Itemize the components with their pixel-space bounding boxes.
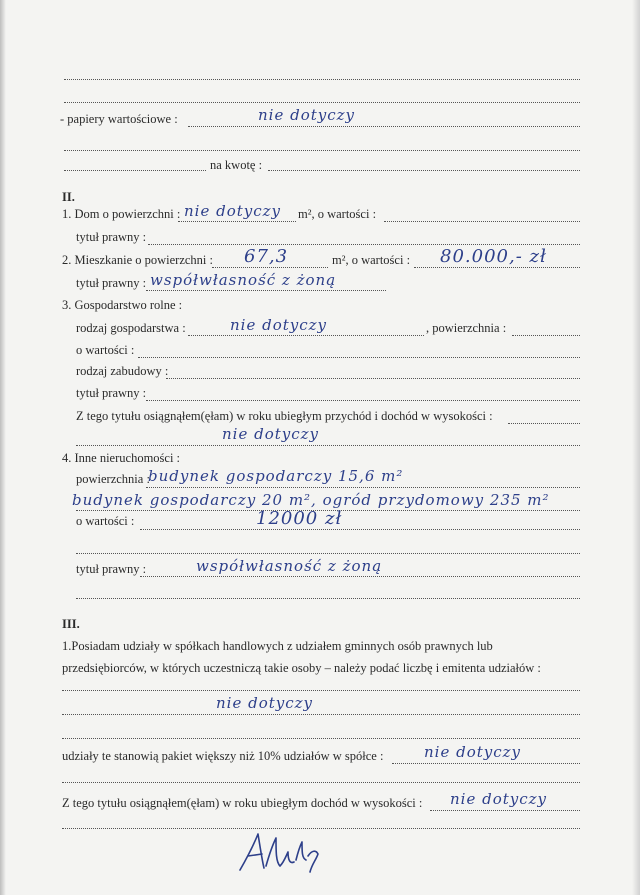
farm-value-line	[138, 357, 580, 358]
blank-line	[62, 738, 580, 739]
farm-build-line	[166, 378, 580, 379]
house-area-value: nie dotyczy	[184, 202, 282, 220]
other-title-label: tytuł prawny :	[76, 562, 147, 576]
securities-label: - papiery wartościowe :	[60, 112, 178, 126]
over10-value: nie dotyczy	[424, 743, 522, 761]
farm-title-line	[146, 400, 580, 401]
income-value: nie dotyczy	[450, 790, 548, 808]
over10-label: udziały te stanowią pakiet większy niż 10% udziałów w spółce :	[62, 749, 384, 763]
flat-value-label: m², o wartości :	[332, 253, 411, 267]
blank-line	[76, 553, 580, 554]
farm-area-label: , powierzchnia :	[426, 321, 507, 335]
flat-area-line	[212, 267, 328, 268]
house-value-line	[384, 221, 580, 222]
other-area-value-2: budynek gospodarczy 20 m², ogród przydomowy 235 m²	[72, 491, 550, 509]
blank-line	[64, 150, 580, 151]
flat-area-value: 67,3	[244, 246, 289, 267]
section-iii-heading: III.	[62, 617, 80, 631]
flat-title-value: współwłasność z żoną	[150, 271, 337, 289]
section-ii-heading: II.	[62, 190, 75, 204]
other-value-label: o wartości :	[76, 514, 135, 528]
shares-text-line2: przedsiębiorców, w których uczestniczą takie osoby – należy podać liczbę i emitenta udziałów :	[62, 661, 541, 675]
farm-income-label: Z tego tytułu osiągnąłem(ęłam) w roku ubiegłym przychód i dochód w wysokości :	[76, 409, 493, 423]
other-title-line	[140, 576, 580, 577]
farm-title-label: tytuł prawny :	[76, 386, 147, 400]
other-value-line	[140, 529, 580, 530]
farm-income-value: nie dotyczy	[222, 425, 320, 443]
house-title-line	[148, 244, 580, 245]
blank-line	[64, 79, 580, 80]
farm-income-line-b	[76, 445, 580, 446]
other-label: 4. Inne nieruchomości :	[62, 451, 181, 465]
scan-edge-right	[632, 0, 640, 895]
farm-type-value: nie dotyczy	[230, 316, 328, 334]
amount-label: na kwotę :	[210, 158, 263, 172]
blank-line	[62, 690, 580, 691]
flat-title-line	[146, 290, 386, 291]
income-label: Z tego tytułu osiągnąłem(ęłam) w roku ubiegłym dochód w wysokości :	[62, 796, 423, 810]
other-value: 12000 zł	[256, 508, 343, 529]
flat-value-line	[414, 267, 580, 268]
other-area-line-1	[146, 487, 580, 488]
amount-lead-line	[64, 170, 206, 171]
house-label: 1. Dom o powierzchni :	[62, 207, 181, 221]
farm-area-line	[512, 335, 580, 336]
shares-value: nie dotyczy	[216, 694, 314, 712]
farm-income-line-a	[508, 423, 580, 424]
shares-text-line1: 1.Posiadam udziały w spółkach handlowych z udziałem gminnych osób prawnych lub	[62, 639, 493, 653]
blank-line	[76, 598, 580, 599]
securities-field-line	[188, 126, 580, 127]
blank-line	[64, 102, 580, 103]
other-title-value: współwłasność z żoną	[196, 557, 383, 575]
farm-value-label: o wartości :	[76, 343, 135, 357]
farm-label: 3. Gospodarstwo rolne :	[62, 298, 183, 312]
farm-type-label: rodzaj gospodarstwa :	[76, 321, 186, 335]
house-title-label: tytuł prawny :	[76, 230, 147, 244]
flat-title-label: tytuł prawny :	[76, 276, 147, 290]
house-value-label: m², o wartości :	[298, 207, 377, 221]
signature-image	[236, 826, 326, 878]
farm-build-label: rodzaj zabudowy :	[76, 364, 169, 378]
flat-value: 80.000,- zł	[440, 246, 547, 267]
over10-line	[392, 763, 580, 764]
blank-line	[62, 782, 580, 783]
other-area-value-1: budynek gospodarczy 15,6 m²	[148, 467, 404, 485]
income-line	[430, 810, 580, 811]
flat-label: 2. Mieszkanie o powierzchni :	[62, 253, 213, 267]
other-area-label: powierzchnia :	[76, 472, 150, 486]
shares-value-line	[62, 714, 580, 715]
house-area-line	[178, 221, 296, 222]
securities-value: nie dotyczy	[258, 106, 356, 124]
farm-type-line	[188, 335, 424, 336]
scan-edge-left	[0, 0, 6, 895]
amount-field-line	[268, 170, 580, 171]
